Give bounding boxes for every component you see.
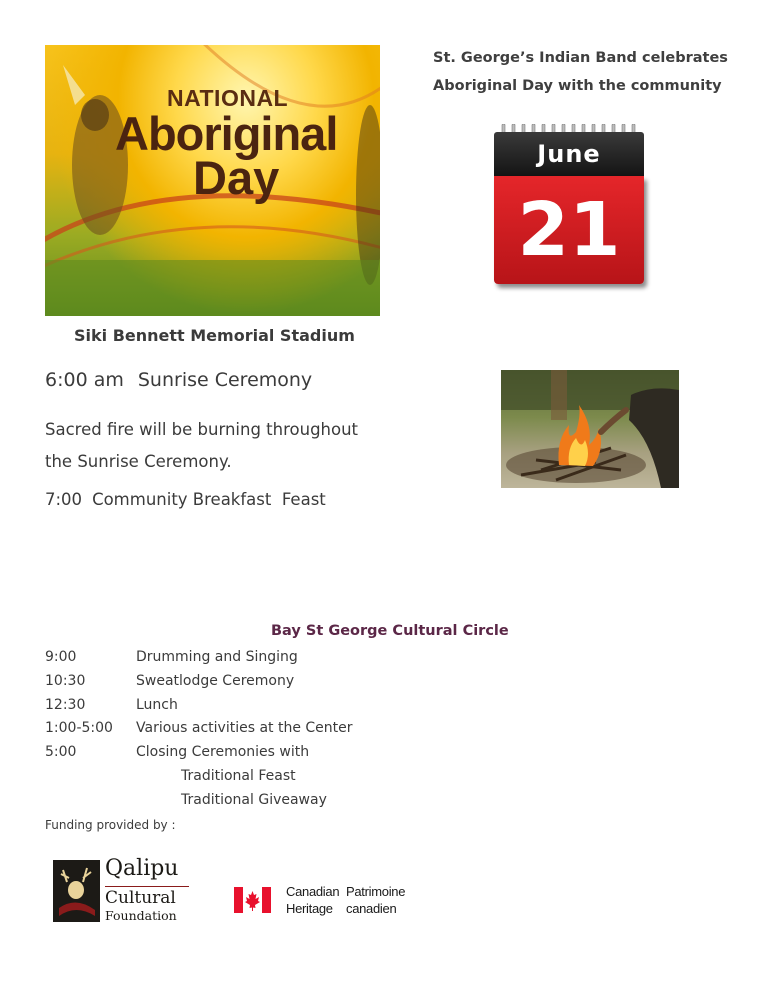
calendar-day-panel: [494, 176, 644, 284]
schedule-activity: Sweatlodge Ceremony: [136, 673, 295, 689]
schedule-time: 9:00: [45, 649, 77, 665]
banner-title-national: NATIONAL: [167, 85, 289, 111]
breakfast-event: Community Breakfast Feast: [92, 490, 326, 509]
banner-title-day: Day: [193, 151, 280, 204]
banner-title: [115, 85, 375, 204]
canada-flag-icon: [234, 887, 271, 913]
qalipu-cultural-foundation-logo: [53, 858, 193, 924]
caribou-emblem-icon: [53, 860, 100, 922]
schedule-time: 1:00-5:00: [45, 720, 113, 736]
sunrise-time: 6:00 am: [45, 369, 124, 391]
headline-line-1: St. George’s Indian Band celebrates: [433, 50, 728, 66]
sunrise-ceremony-item: [45, 369, 312, 391]
heritage-fr-line-2: canadien: [346, 901, 397, 916]
qalipu-cultural: Cultural: [105, 888, 176, 908]
heritage-fr-line-1: Patrimoine: [346, 884, 406, 899]
schedule-time: 12:30: [45, 697, 86, 713]
breakfast-item: [45, 490, 326, 509]
schedule-activity: Drumming and Singing: [136, 649, 298, 665]
calendar-month-band: [494, 132, 644, 176]
qalipu-foundation: Foundation: [105, 908, 177, 923]
closing-sub-item-giveaway: Traditional Giveaway: [181, 792, 327, 808]
fire-illustration: [501, 370, 679, 488]
heritage-en-line-2: Heritage: [286, 901, 333, 916]
schedule-activity: Closing Ceremonies with: [136, 744, 310, 760]
venue-name: Siki Bennett Memorial Stadium: [74, 326, 355, 345]
calendar-month: June: [537, 140, 601, 168]
qalipu-name: Qalipu: [105, 856, 179, 881]
cultural-circle-title: Bay St George Cultural Circle: [271, 623, 509, 639]
schedule-time: 5:00: [45, 744, 77, 760]
banner-title-aboriginal: Aboriginal: [115, 107, 338, 160]
calendar-icon: [494, 124, 644, 286]
sacred-fire-line-1: Sacred fire will be burning throughout: [45, 420, 359, 439]
sacred-fire-note: [45, 414, 385, 478]
canadian-heritage-logo: [234, 884, 414, 924]
sunrise-event: Sunrise Ceremony: [137, 369, 313, 391]
breakfast-time: 7:00: [45, 490, 83, 509]
schedule-activity: Various activities at the Center: [136, 720, 353, 736]
heritage-en-line-1: Canadian: [286, 884, 340, 899]
headline-line-2: Aboriginal Day with the community: [433, 78, 722, 94]
funding-label: Funding provided by :: [45, 818, 176, 832]
calendar-day: 21: [517, 187, 621, 273]
schedule-activity: Lunch: [136, 697, 178, 713]
qalipu-divider: [105, 886, 189, 887]
sacred-fire-line-2: the Sunrise Ceremony.: [45, 452, 232, 471]
national-aboriginal-day-banner: [45, 45, 380, 316]
closing-sub-item-feast: Traditional Feast: [181, 768, 296, 784]
event-headline: [433, 44, 753, 100]
sacred-fire-photo: [501, 370, 679, 488]
schedule-time: 10:30: [45, 673, 86, 689]
